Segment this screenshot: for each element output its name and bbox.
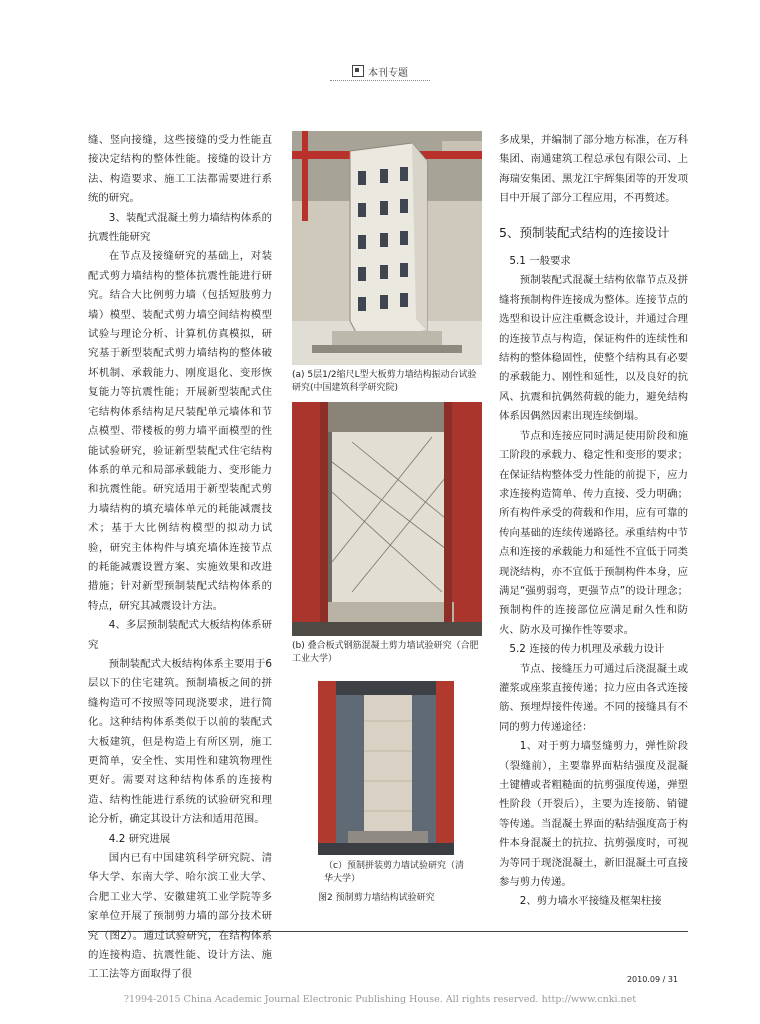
figure-c-caption: （c）预制拼装剪力墙试验研究（清华大学）	[324, 861, 464, 884]
journal-section-header	[0, 64, 760, 79]
header-divider	[330, 80, 430, 81]
paragraph: 多成果，并编制了部分地方标准，在万科集团、南通建筑工程总承包有限公司、上海瑞安集团、黑龙江宇辉集团等的开发项目中开展了部分工程应用，不再赘述。	[499, 134, 688, 205]
figure-c-precast-wall-test-photo	[318, 681, 454, 855]
paragraph: 节点、接缝压力可通过后浇混凝土或灌浆或座浆直接传递；拉力应由各式连接筋、预埋焊接件传递。不同的接缝具有不同的剪力传递途径：	[499, 662, 688, 733]
copyright-footer: ?1994-2015 China Academic Journal Electronic Publishing House. All rights reserved. http://www.cnki.net	[123, 994, 637, 1005]
section-heading: 5、预制装配式结构的连接设计	[499, 224, 670, 240]
figure-2-caption: 图2 预制剪力墙结构试验研究	[318, 893, 435, 903]
left-column	[88, 131, 272, 985]
figure-b-caption: (b) 叠合板式钢筋混凝土剪力墙试验研究（合肥工业大学）	[292, 641, 479, 664]
paragraph: 3、装配式混凝土剪力墙结构体系的抗震性能研究	[88, 211, 272, 244]
page-number: 2010.09 / 31	[626, 975, 678, 984]
subheading: 5.1 一般要求	[509, 255, 571, 268]
figure-b-shear-wall-test-photo	[292, 402, 482, 636]
paragraph: 预制装配式大板结构体系主要用于6层以下的住宅建筑。预制墙板之间的拼缝构造可不按照等同现浇要求，进行简化。这种结构体系类似于以前的装配式大板建筑，但是构造上有所区别，施工更简单，安全性、实用性和建筑物理性更好。需要对这种结构体系的连接构造、结构性能进行系统的试验研究和理论分析，确定其设计方法和适用范围。	[88, 657, 272, 826]
figure-a-caption: (a) 5层1/2缩尺L型大板剪力墙结构振动台试验研究(中国建筑科学研究院)	[292, 370, 477, 393]
paragraph: 缝、竖向接缝，这些接缝的受力性能直接决定结构的整体性能。接缝的设计方法、构造要求、施工工法都需要进行系统的研究。	[88, 134, 272, 205]
subheading: 5.2 连接的传力机理及承载力设计	[509, 643, 665, 656]
paragraph: 1、对于剪力墙竖缝剪力，弹性阶段（裂缝前），主要靠界面粘结强度及混凝土键槽或者粗糙面的抗剪强度传递，弹塑性阶段（开裂后），主要为连接筋、销键等传递。当混凝土界面的粘结强度高于构件本身混凝土的抗拉、抗剪强度时，可视为等同于现浇混凝土，新旧混凝土可直接参与剪力传递。	[499, 740, 688, 889]
paragraph: 2、剪力墙水平接缝及框架柱接	[519, 895, 662, 908]
paragraph: 4、多层预制装配式大板结构体系研究	[88, 619, 272, 651]
subheading: 4.2 研究进展	[108, 832, 171, 845]
bottom-rule	[88, 931, 688, 932]
right-column	[499, 131, 688, 912]
figure-a-shake-table-photo	[292, 131, 482, 365]
paragraph: 节点和连接应同时满足使用阶段和施工阶段的承载力、稳定性和变形的要求；在保证结构整体受力性能的前提下，应力求连接构造简单、传力直接、受力明确；所有构件承受的荷载和作用，应有可靠的传向基础的连续传递路径。承重结构中节点和连接的承载能力和延性不宜低于同类现浇结构，亦不宜低于预制构件本身，应满足“强剪弱弯，更强节点”的设计理念；预制构件的连接部位应满足耐久性和防火、防水及可操作性等要求。	[499, 429, 688, 636]
section-icon	[352, 65, 364, 77]
header-title: 本刊专题	[368, 68, 408, 79]
paragraph: 在节点及接缝研究的基础上，对装配式剪力墙结构的整体抗震性能进行研究。结合大比例剪力墙（包括短肢剪力墙）模型、装配式剪力墙空间结构模型试验与理论分析、计算机仿真模拟，研究基于新型装配式剪力墙结构的整体破坏机制、承载能力、刚度退化、变形恢复能力等抗震性能；开展新型装配式住宅结构体系结构足尺装配单元墙体和节点模型、带楼板的剪力墙平面模型的性能试验研究，验证新型装配式住宅结构体系的单元和局部承载能力、变形能力和抗震性能。研究适用于新型装配式剪力墙结构的填充墙体单元的耗能减震技术；基于大比例结构模型的拟动力试验，研究主体构件与填充墙体连接节点的耗能减震设置方案、实施效果和改进措施；针对新型预制装配式结构体系的特点，研究其减震设计方法。	[88, 250, 272, 612]
paragraph: 国内已有中国建筑科学研究院、清华大学、东南大学、哈尔滨工业大学、合肥工业大学、安徽建筑工业学院等多家单位开展了预制剪力墙的部分技术研究（图2）。通过试验研究，在结构体系的连接构造、抗震性能、设计方法、施工工法等方面取得了很	[88, 852, 272, 981]
paragraph: 预制装配式混凝土结构依靠节点及拼缝将预制构件连接成为整体。连接节点的选型和设计应注重概念设计，并通过合理的连接节点与构造，保证构件的连续性和结构的整体稳固性，使整个结构具有必要的承载能力、刚性和延性，以及良好的抗风、抗震和抗偶然荷载的能力，避免结构体系因偶然因素出现连续倒塌。	[499, 274, 688, 423]
